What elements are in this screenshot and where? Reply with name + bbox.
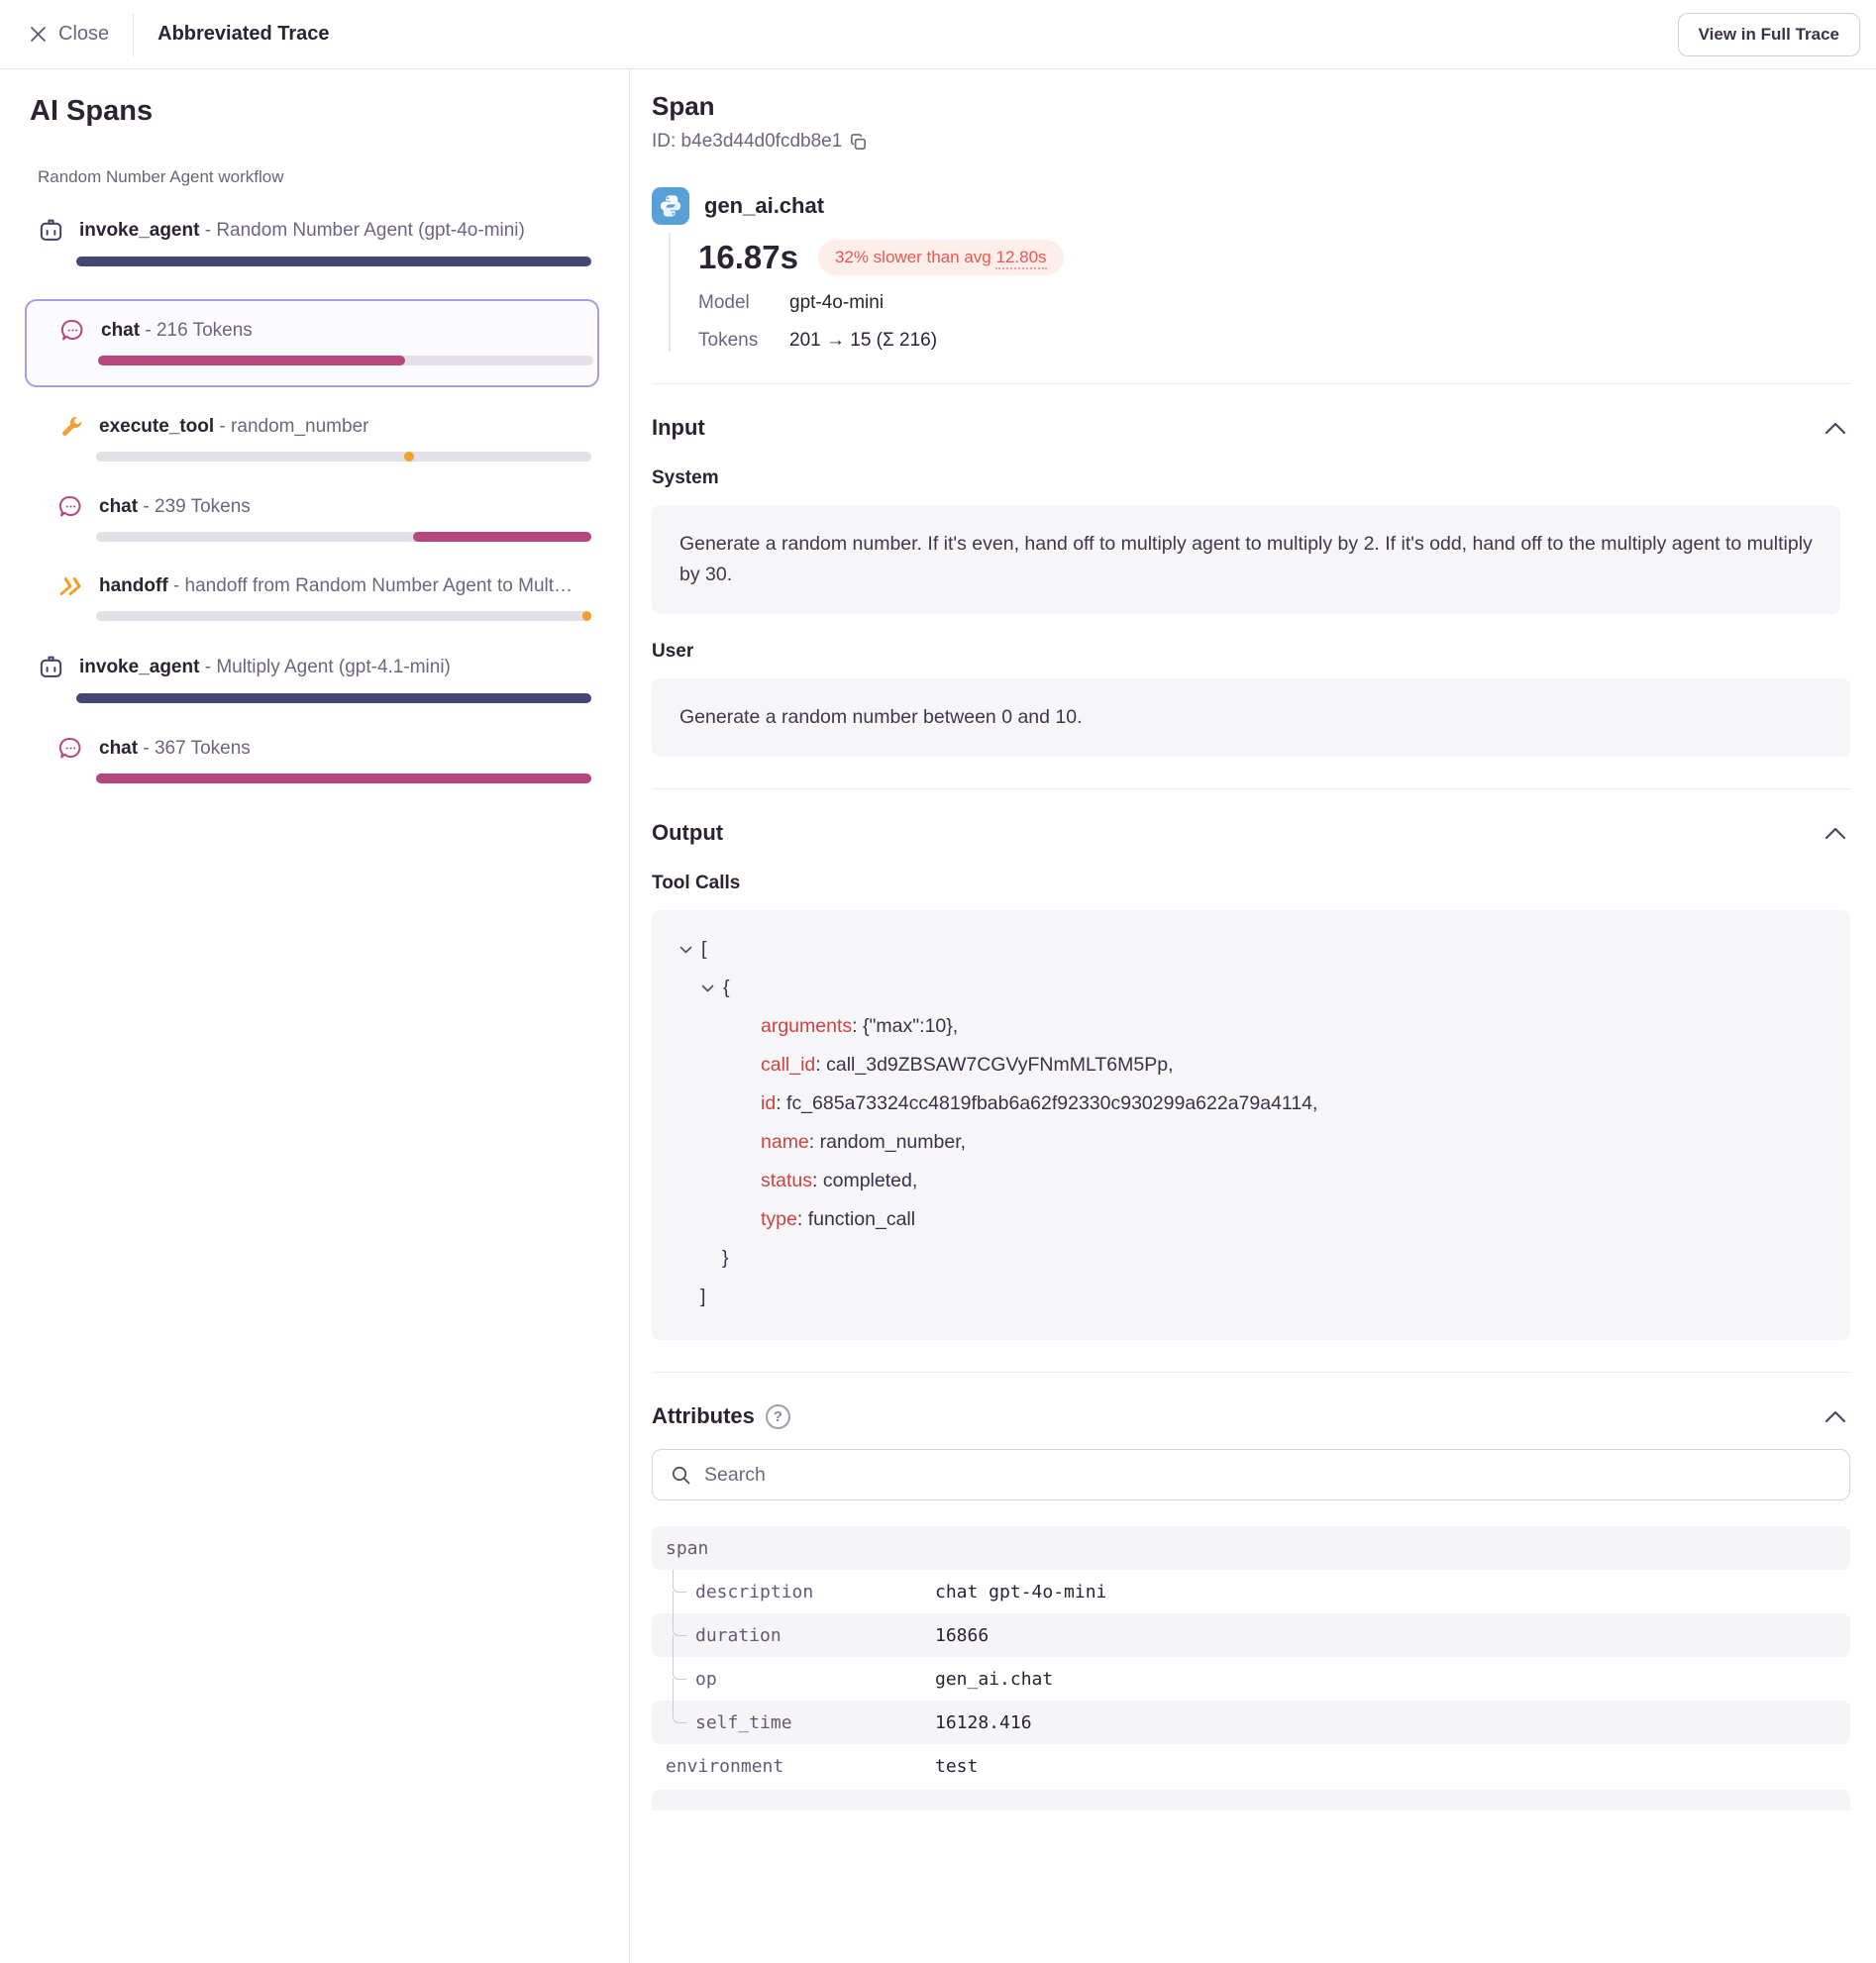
span-row-handoff[interactable]: handoff - handoff from Random Number Agent to Mult… [25,574,599,621]
chevron-down-icon[interactable] [701,984,714,992]
view-in-full-trace-button[interactable]: View in Full Trace [1678,13,1860,56]
system-label: System [652,467,719,488]
span-op: handoff [99,575,168,596]
span-duration-bar [76,257,591,266]
attr-row-span: span [652,1526,1850,1570]
json-field-name: name : random_number, [761,1131,967,1153]
span-duration-bar [96,774,591,783]
chat-bubble-icon [57,494,84,519]
chevron-down-icon[interactable] [679,946,692,954]
close-icon [30,26,47,43]
tokens-value: 201 → 15 (Σ 216) [789,330,938,351]
attr-row-partial [652,1790,1850,1810]
section-divider [652,383,1850,384]
robot-icon [38,217,64,244]
span-row-chat-239[interactable]: chat - 239 Tokens [25,494,599,542]
json-field-type: type : function_call [761,1208,916,1230]
span-duration-bar [96,611,591,621]
json-field-call-id: call_id : call_3d9ZBSAW7CGVyFNmMLT6M5Pp, [761,1054,1174,1076]
json-field-status: status : completed, [761,1170,918,1191]
attr-row-self-time: self_time 16128.416 [652,1701,1850,1744]
output-heading: Output [652,820,724,845]
json-field-id: id : fc_685a73324cc4819fbab6a62f92330c930299a622a79a4114, [761,1092,1318,1114]
chat-bubble-icon [59,318,86,343]
span-detail-title: Span [652,91,715,121]
user-prompt-text: Generate a random number between 0 and 10. [652,678,1850,757]
span-id: ID: b4e3d44d0fcdb8e1 [652,131,843,152]
span-detail: 367 Tokens [154,737,251,759]
python-icon [652,187,689,225]
span-detail: 216 Tokens [156,319,253,341]
system-prompt-text: Generate a random number. If it's even, hand off to multiply agent to multiply by 2. If it's odd, hand off to the multiply agent to multiply by 30. [652,505,1840,614]
top-bar [0,0,1876,69]
span-op: chat [99,495,139,517]
span-detail: random_number [231,416,369,437]
chat-bubble-icon [57,736,84,761]
span-row-invoke-agent-1[interactable]: invoke_agent - Random Number Agent (gpt-4o-mini) [25,217,599,266]
avg-duration-link[interactable]: 12.80s [995,248,1046,269]
robot-icon [38,654,64,680]
attr-row-duration: duration 16866 [652,1613,1850,1657]
attributes-search-input[interactable] [704,1464,1831,1487]
collapse-output-chevron-icon[interactable] [1821,823,1850,844]
search-icon [671,1465,691,1486]
attributes-heading: Attributes [652,1403,755,1428]
attr-row-op: op gen_ai.chat [652,1657,1850,1701]
attr-row-description: description chat gpt-4o-mini [652,1570,1850,1613]
help-icon[interactable]: ? [766,1404,790,1429]
span-op-name: gen_ai.chat [704,193,825,218]
span-duration-bar [76,693,591,703]
span-row-chat-216[interactable]: chat - 216 Tokens [25,299,599,387]
tool-calls-json: [ { arguments : {"max":10}, call_id : call_3d9ZBSAW7CGVyFNmMLT6M5Pp, id : fc_685a73324cc4819fbab6a62f92330c930299a622a79a4114, name : random_number, status : completed, type : function_call } ] [652,910,1850,1340]
span-detail-panel [630,69,1876,1963]
attr-row-environment: environment test [666,1755,979,1777]
tokens-label: Tokens [698,330,759,351]
model-value: gpt-4o-mini [789,292,885,313]
span-op: invoke_agent [79,219,200,241]
span-detail: Multiply Agent (gpt-4.1-mini) [216,656,451,677]
close-label: Close [58,23,110,45]
span-row-invoke-agent-2[interactable]: invoke_agent - Multiply Agent (gpt-4.1-mini) [25,654,599,703]
span-op: invoke_agent [79,656,200,677]
span-op: execute_tool [99,416,215,437]
span-row-execute-tool[interactable]: execute_tool - random_number [25,415,599,462]
span-op: chat [101,319,141,341]
copy-icon[interactable] [849,133,868,152]
span-duration-bar [98,356,593,365]
attributes-table [652,1526,1850,1810]
tool-calls-label: Tool Calls [652,873,741,893]
topbar-divider [133,13,134,56]
span-detail: Random Number Agent (gpt-4o-mini) [216,219,525,241]
collapse-input-chevron-icon[interactable] [1821,418,1850,439]
span-detail: handoff from Random Number Agent to Mult… [184,575,573,596]
ai-spans-panel [0,69,630,1963]
input-heading: Input [652,415,705,440]
page-title: Abbreviated Trace [157,23,330,45]
attributes-search [652,1449,1850,1500]
slower-than-avg-badge: 32% slower than avg 12.80s [818,240,1064,275]
close-button[interactable] [30,23,109,46]
ai-spans-title: AI Spans [30,95,154,127]
span-list [25,217,629,783]
workflow-label: Random Number Agent workflow [38,167,284,186]
span-row-chat-367[interactable]: chat - 367 Tokens [25,736,599,783]
span-detail: 239 Tokens [154,495,251,517]
wrench-icon [57,415,84,439]
collapse-attributes-chevron-icon[interactable] [1821,1406,1850,1427]
model-label: Model [698,292,750,313]
span-duration-bar [96,532,591,542]
span-op: chat [99,737,139,759]
user-label: User [652,641,694,662]
handoff-icon [57,574,84,598]
section-divider [652,1372,1850,1373]
section-divider [652,788,1850,789]
span-duration: 16.87s [698,239,798,275]
json-field-arguments: arguments : {"max":10}, [761,1015,959,1037]
span-duration-bar [96,452,591,462]
